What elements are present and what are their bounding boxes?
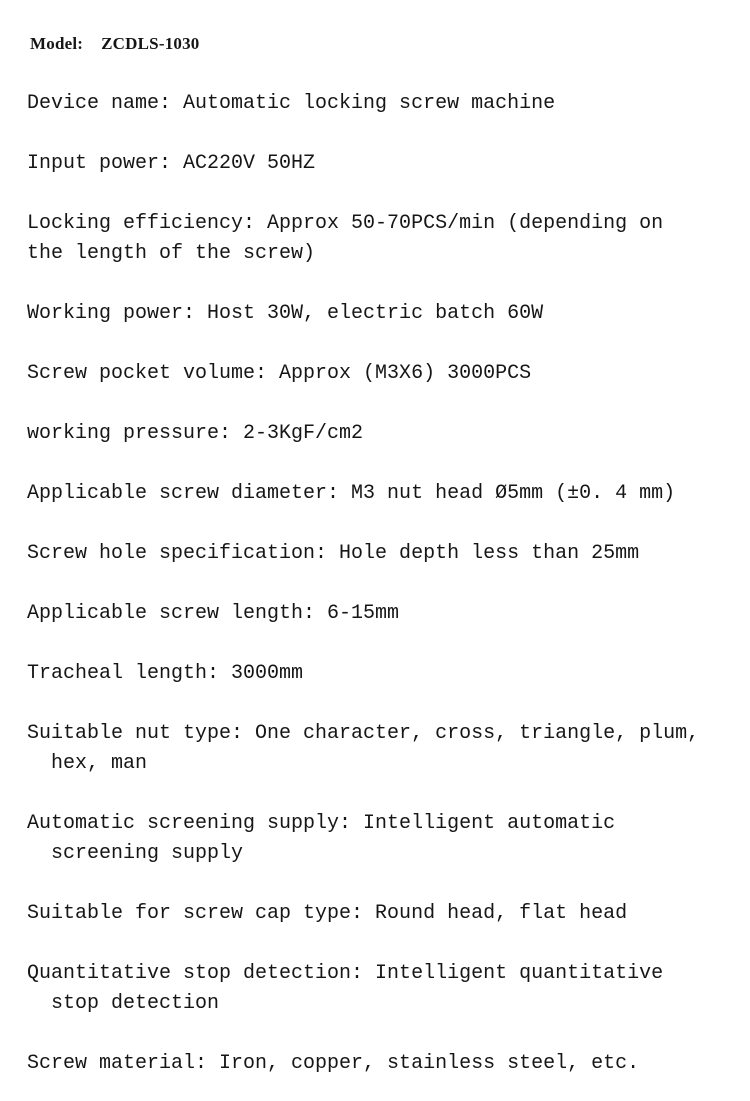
spec-screw-hole-specification: Screw hole specification: Hole depth less than 25mm — [27, 542, 640, 565]
model-label: Model: — [30, 34, 84, 53]
spec-working-power: Working power: Host 30W, electric batch 60W — [27, 302, 544, 325]
spec-device-name: Device name: Automatic locking screw machine — [27, 92, 556, 115]
spec-working-pressure: working pressure: 2-3KgF/cm2 — [27, 422, 364, 445]
spec-input-power: Input power: AC220V 50HZ — [27, 152, 316, 175]
spec-applicable-screw-diameter: Applicable screw diameter: M3 nut head Ø5mm (±0. 4 mm) — [27, 482, 676, 505]
spec-list — [27, 89, 712, 1101]
spec-suitable-screw-cap-type: Suitable for screw cap type: Round head, flat head — [27, 902, 628, 925]
spec-suitable-nut-type: Suitable nut type: One character, cross, triangle, plum, hex, man — [27, 722, 712, 775]
spec-applicable-screw-length: Applicable screw length: 6-15mm — [27, 602, 400, 625]
spec-tracheal-length: Tracheal length: 3000mm — [27, 662, 304, 685]
model-value: ZCDLS-1030 — [101, 34, 200, 53]
model-line — [30, 33, 200, 55]
spec-automatic-screening-supply: Automatic screening supply: Intelligent automatic screening supply — [27, 812, 628, 865]
spec-locking-efficiency: Locking efficiency: Approx 50-70PCS/min (depending on the length of the screw) — [27, 212, 676, 265]
spec-quantitative-stop-detection: Quantitative stop detection: Intelligent quantitative stop detection — [27, 962, 676, 1015]
spec-screw-pocket-volume: Screw pocket volume: Approx (M3X6) 3000PCS — [27, 362, 532, 385]
spec-screw-material: Screw material: Iron, copper, stainless steel, etc. — [27, 1052, 640, 1075]
